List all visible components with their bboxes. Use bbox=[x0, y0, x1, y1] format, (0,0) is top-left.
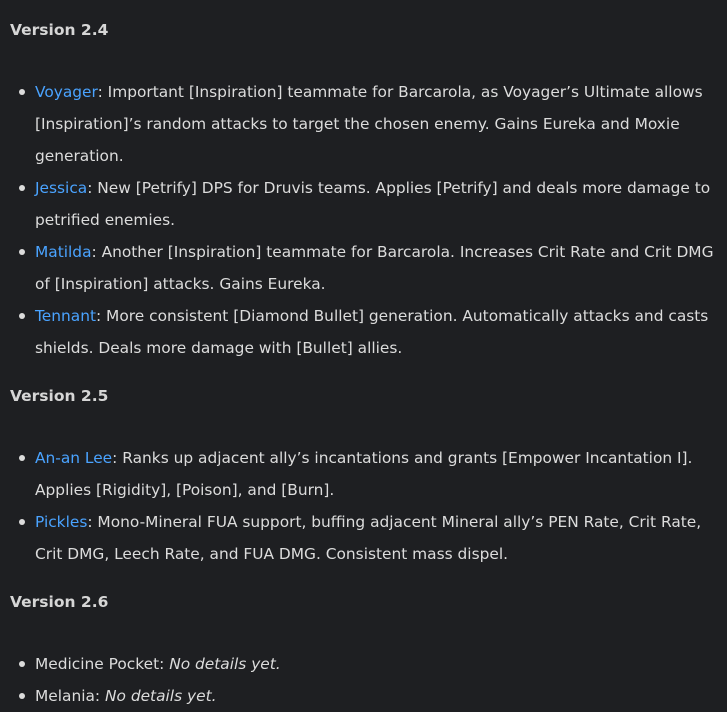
list-item bbox=[35, 648, 715, 680]
character-link-an-an-lee[interactable]: An-an Lee bbox=[35, 449, 113, 467]
item-separator: : bbox=[159, 655, 170, 673]
list-item bbox=[35, 76, 715, 172]
item-description: : Ranks up adjacent ally’s incantations and grants [Empower Incantation I]. Applies [Rigidity], [Poison], and [Burn]. bbox=[35, 449, 693, 499]
item-note: No details yet. bbox=[169, 655, 281, 673]
item-note: No details yet. bbox=[105, 687, 217, 705]
list-item bbox=[35, 236, 715, 300]
character-link-jessica[interactable]: Jessica bbox=[35, 179, 88, 197]
list-item bbox=[35, 300, 715, 364]
character-link-voyager[interactable]: Voyager bbox=[35, 83, 98, 101]
list-item bbox=[35, 172, 715, 236]
version-heading: Version 2.5 bbox=[10, 387, 109, 405]
character-name: Medicine Pocket bbox=[35, 655, 160, 673]
version-heading: Version 2.6 bbox=[10, 593, 109, 611]
character-list bbox=[0, 442, 715, 570]
item-separator: : bbox=[94, 687, 105, 705]
character-link-matilda[interactable]: Matilda bbox=[35, 243, 92, 261]
list-item bbox=[35, 442, 715, 506]
character-link-tennant[interactable]: Tennant bbox=[35, 307, 96, 325]
list-item bbox=[35, 506, 715, 570]
version-heading: Version 2.4 bbox=[10, 21, 109, 39]
item-description: : Mono-Mineral FUA support, buffing adjacent Mineral ally’s PEN Rate, Crit Rate, Crit DMG, Leech Rate, and FUA DMG. Consistent mass dispel. bbox=[35, 513, 702, 563]
character-list bbox=[0, 76, 715, 364]
character-link-pickles[interactable]: Pickles bbox=[35, 513, 88, 531]
item-description: : Another [Inspiration] teammate for Barcarola. Increases Crit Rate and Crit DMG of [Inspiration] attacks. Gains Eureka. bbox=[35, 243, 714, 293]
character-list bbox=[0, 648, 715, 712]
item-description: : New [Petrify] DPS for Druvis teams. Applies [Petrify] and deals more damage to petrified enemies. bbox=[35, 179, 711, 229]
character-name: Melania bbox=[35, 687, 95, 705]
item-description: : Important [Inspiration] teammate for Barcarola, as Voyager’s Ultimate allows [Inspiration]’s random attacks to target the chosen enemy. Gains Eureka and Moxie generation. bbox=[35, 83, 703, 165]
list-item bbox=[35, 680, 715, 712]
item-description: : More consistent [Diamond Bullet] generation. Automatically attacks and casts shields. Deals more damage with [Bullet] allies. bbox=[35, 307, 709, 357]
